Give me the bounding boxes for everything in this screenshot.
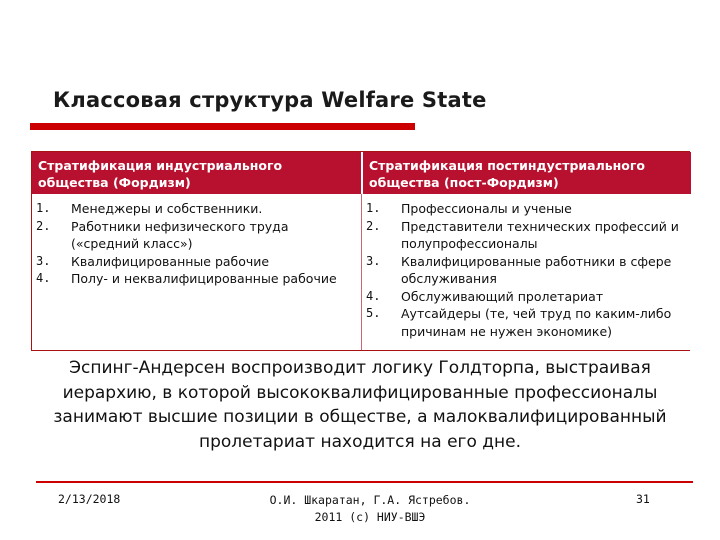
footer-author-line: О.И. Шкаратан, Г.А. Ястребов. [269, 493, 471, 507]
list-item [36, 253, 357, 271]
list-item [366, 305, 687, 340]
list-item [366, 218, 687, 253]
item-text: Квалифицированные рабочие [71, 253, 270, 269]
list-item [366, 288, 687, 306]
item-number: 2. [36, 218, 51, 233]
item-number: 3. [36, 253, 51, 268]
item-number: 2. [366, 218, 381, 233]
stratification-table [31, 151, 690, 351]
item-number: 1. [366, 201, 381, 215]
item-number: 3. [366, 253, 381, 268]
right-column-cell [361, 194, 691, 350]
item-number: 4. [36, 271, 51, 285]
item-number: 5. [366, 306, 381, 320]
list-item [366, 253, 687, 288]
footer-authors [240, 492, 500, 526]
left-column-header: Стратификация индустриального общества (Фордизм) [32, 152, 361, 194]
title-underline [30, 123, 415, 130]
slide-title: Классовая структура Welfare State [53, 88, 487, 112]
item-text: Обслуживающий пролетариат [401, 288, 604, 304]
summary-paragraph: Эспинг-Андерсен воспроизводит логику Голдторпа, выстраивая иерархию, в которой высококвалифицированные профессионалы занимают высшие позиции в обществе, а малоквалифицированный пролетариат находится на его дне. [53, 358, 667, 452]
list-item [366, 200, 687, 218]
item-text: Представители технических профессий и полупрофессионалы [401, 218, 679, 251]
industrial-strata-list [36, 200, 357, 288]
footer-divider [36, 481, 693, 483]
list-item [36, 270, 357, 288]
item-text: Квалифицированные работники в сфере обслуживания [401, 253, 672, 286]
footer-date: 2/13/2018 [58, 492, 121, 506]
list-item [36, 218, 357, 253]
right-column-header: Стратификация постиндустриального общества (пост-Фордизм) [361, 152, 691, 194]
item-text: Менеджеры и собственники. [71, 201, 263, 216]
list-item [36, 200, 357, 218]
footer-copyright-line: 2011 (c) НИУ-ВШЭ [314, 510, 426, 524]
item-text: Аутсайдеры (те, чей труд по каким-либо причинам не нужен экономике) [401, 306, 672, 339]
left-column-cell [32, 194, 361, 350]
item-text: Профессионалы и ученые [401, 201, 572, 216]
postindustrial-strata-list [366, 200, 687, 340]
page-number: 31 [636, 492, 650, 506]
item-text: Работники нефизического труда («средний класс») [71, 218, 289, 251]
item-number: 1. [36, 201, 51, 215]
item-number: 4. [366, 288, 381, 303]
item-text: Полу- и неквалифицированные рабочие [71, 271, 337, 286]
